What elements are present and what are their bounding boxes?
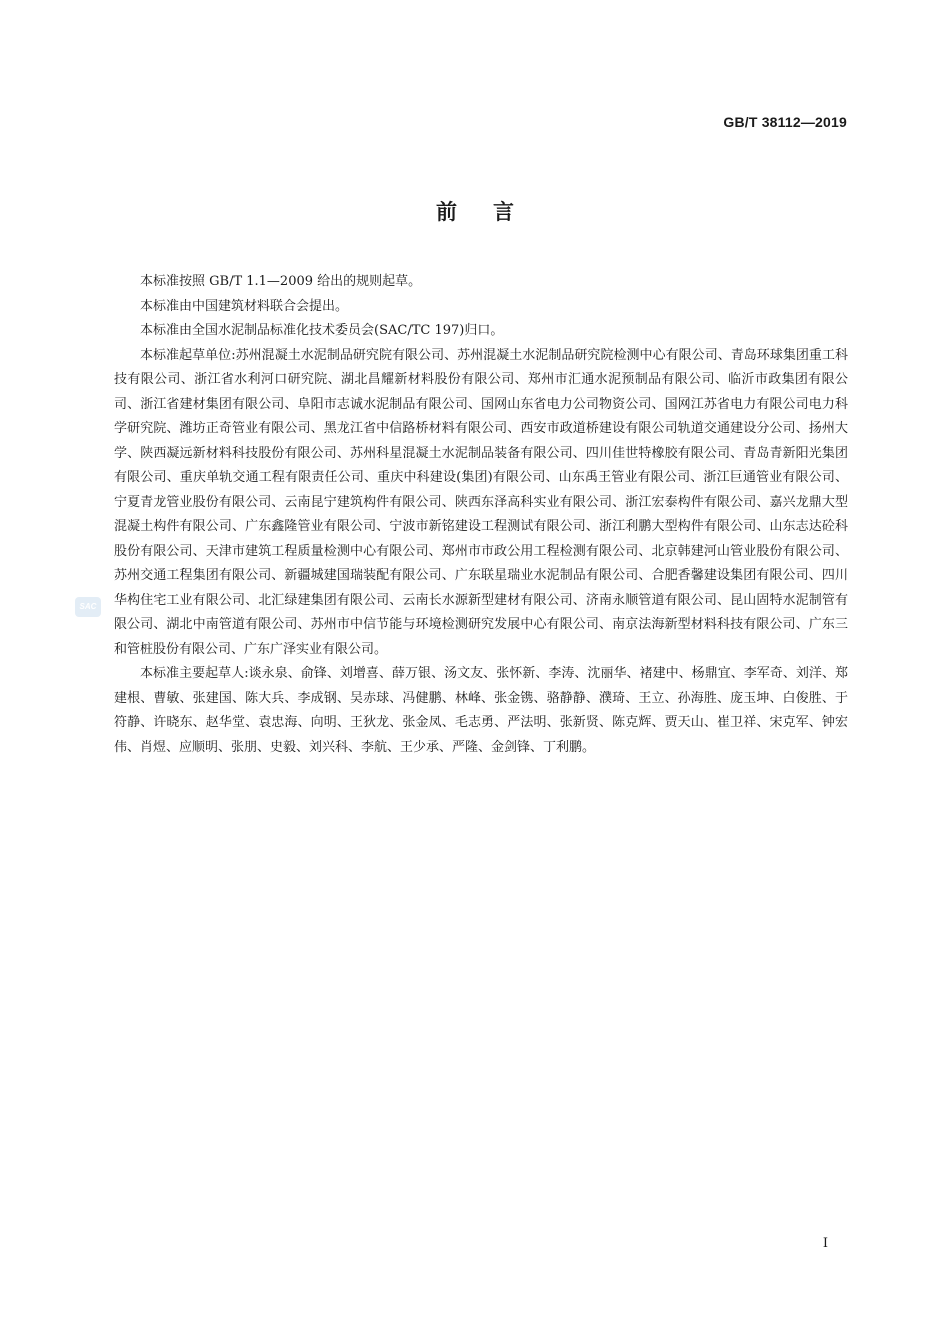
body-text (114, 270, 848, 760)
sac-watermark-logo: SAC (75, 597, 101, 617)
paragraph-technical-committee: 本标准由全国水泥制品标准化技术委员会(SAC/TC 197)归口。 (140, 323, 504, 338)
page-number: I (822, 1236, 828, 1251)
standard-number: GB/T 38112—2019 (723, 114, 847, 130)
paragraph-drafting-rules: 本标准按照 GB/T 1.1—2009 给出的规则起草。 (140, 274, 422, 289)
page-title: 前言 (436, 200, 550, 224)
paragraph-proposer: 本标准由中国建筑材料联合会提出。 (140, 298, 349, 314)
paragraph-drafting-units: 本标准起草单位:苏州混凝土水泥制品研究院有限公司、苏州混凝土水泥制品研究院检测中心有限公司、青岛环球集团重工科技有限公司、浙江省水利河口研究院、湖北昌耀新材料股份有限公司、郑州市汇通水泥预制品有限公司、临沂市政集团有限公司、浙江省建材集团有限公司、阜阳市志诚水泥制品有限公司、国网山东省电力公司物资公司、国网江苏省电力有限公司电力科学研究院、潍坊正奇管业有限公司、黑龙江省中信路桥材料有限公司、西安市政道桥建设有限公司轨道交通建设分公司、扬州大学、陕西凝远新材料科技股份有限公司、苏州科星混凝土水泥制品装备有限公司、四川佳世特橡胶有限公司、青岛青新阳光集团有限公司、重庆单轨交通工程有限责任公司、重庆中科建设(集团)有限公司、山东禹王管业有限公司、浙江巨通管业有限公司、宁夏青龙管业股份有限公司、云南昆宁建筑构件有限公司、陕西东泽高科实业有限公司、浙江宏泰构件有限公司、嘉兴龙鼎大型混凝土构件有限公司、广东鑫隆管业有限公司、宁波市新铭建设工程测试有限公司、浙江利鹏大型构件有限公司、山东志达砼科股份有限公司、天津市建筑工程质量检测中心有限公司、郑州市市政公用工程检测有限公司、北京韩建河山管业股份有限公司、苏州交通工程集团有限公司、新疆城建国瑞装配有限公司、广东联星瑞业水泥制品有限公司、合肥香馨建设集团有限公司、四川华构住宅工业有限公司、北汇绿建集团有限公司、云南长水源新型建材有限公司、济南永顺管道有限公司、昆山固特水泥制管有限公司、湖北中南管道有限公司、苏州市中信节能与环境检测研究发展中心有限公司、南京法海新型材料科技有限公司、广东三和管桩股份有限公司、广东广泽实业有限公司。 (114, 347, 848, 657)
paragraph-main-drafters: 本标准主要起草人:谈永泉、俞锋、刘增喜、薛万银、汤文友、张怀新、李涛、沈丽华、褚建中、杨鼎宜、李军奇、刘洋、郑建根、曹敏、张建国、陈大兵、李成钢、吴赤球、冯健鹏、林峰、张金镌、骆静静、濮琦、王立、孙海胜、庞玉坤、白俊胜、于符静、许晓东、赵华堂、袁忠海、向明、王狄龙、张金凤、毛志勇、严法明、张新贤、陈克辉、贾天山、崔卫祥、宋克军、钟宏伟、肖煜、应顺明、张朋、史毅、刘兴科、李航、王少承、严隆、金剑锋、丁利鹏。 (114, 666, 848, 755)
